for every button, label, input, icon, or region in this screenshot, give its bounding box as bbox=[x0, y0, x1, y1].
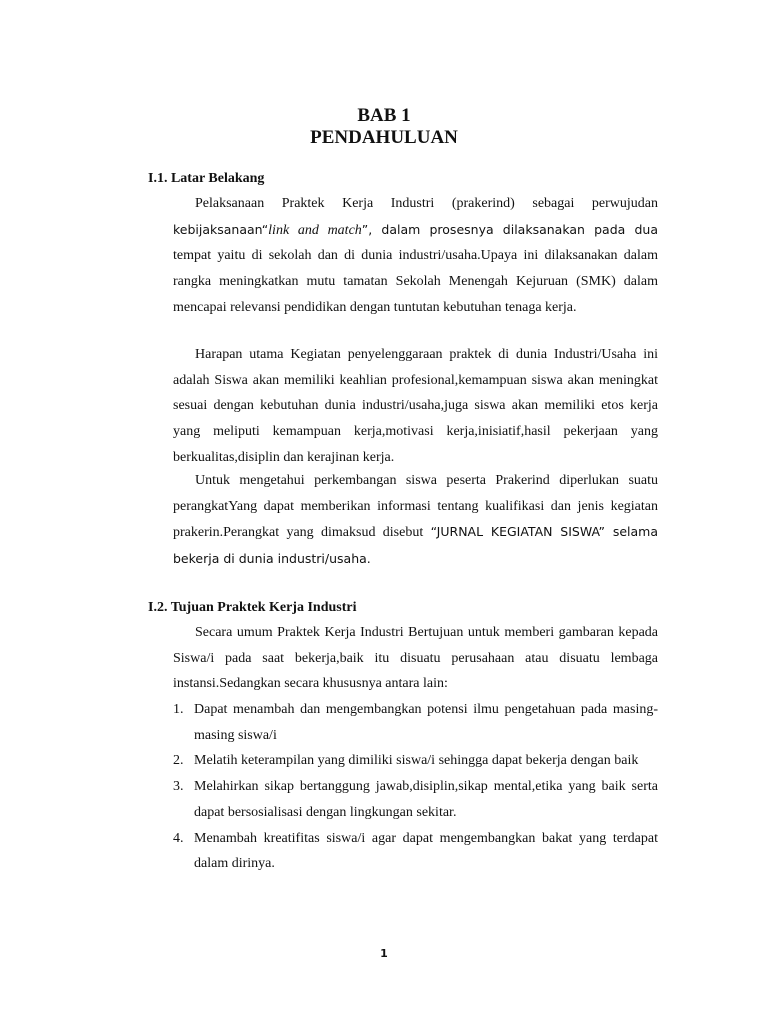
list-item-text: Melahirkan sikap bertanggung jawab,disiplin,sikap mental,etika yang baik serta dapat bersosialisasi dengan lingkungan sekitar. bbox=[194, 779, 658, 820]
page-number: 1 bbox=[380, 947, 388, 960]
objectives-list bbox=[173, 697, 658, 877]
list-item-text: Melatih keterampilan yang dimiliki siswa/i sehingga dapat bekerja dengan baik bbox=[194, 753, 639, 769]
list-item bbox=[173, 748, 658, 774]
paragraph-latar-belakang-3 bbox=[173, 468, 658, 573]
list-number: 3. bbox=[173, 779, 184, 795]
paragraph-text: Untuk mengetahui perkembangan siswa peserta Prakerind diperlukan suatu perangkatYang dapat memberikan informasi tentang kualifikasi dan jenis kegiatan prakerin.Perangkat yang dimaksud disebut bbox=[173, 473, 658, 541]
list-item bbox=[173, 826, 658, 877]
section-heading-latar-belakang: I.1. Latar Belakang bbox=[148, 171, 265, 186]
paragraph-text: Harapan utama Kegiatan penyelenggaraan praktek di dunia Industri/Usaha ini adalah Siswa akan memiliki keahlian profesional,kemampuan siswa akan meningkat sesuai dengan kebutuhan dunia industri/usaha,juga siswa akan memiliki etos kerja yang meliputi kemampuan kerja,motivasi kerja,inisiatif,hasil pekerjaan yang berkualitas,disiplin dan kerajinan kerja. bbox=[173, 347, 658, 465]
list-item bbox=[173, 774, 658, 825]
paragraph-text: Secara umum Praktek Kerja Industri Bertujuan untuk memberi gambaran kepada Siswa/i pada saat bekerja,baik itu disuatu perusahaan atau disuatu lembaga instansi.Sedangkan secara khususnya antara lain: bbox=[173, 625, 658, 692]
paragraph-text: tempat yaitu di sekolah dan di dunia industri/usaha.Upaya ini dilaksanakan dalam rangka meningkatkan mutu tamatan Sekolah Menengah Kejuruan (SMK) dalam mencapai relevansi pendidikan dengan tuntutan kebutuhan tenaga kerja. bbox=[173, 248, 658, 315]
paragraph-text: “JURNAL KEGIATAN SISWA” selama bekerja di dunia industri/usaha. bbox=[173, 524, 659, 567]
list-item-text: Dapat menambah dan mengembangkan potensi ilmu pengetahuan pada masing-masing siswa/i bbox=[194, 702, 658, 743]
list-number: 1. bbox=[173, 702, 184, 717]
list-item bbox=[173, 697, 658, 748]
list-item-text: Menambah kreatifitas siswa/i agar dapat mengembangkan bakat yang terdapat dalam dirinya. bbox=[194, 830, 658, 872]
paragraph-text: kebijaksanaan“ bbox=[173, 221, 269, 237]
section-heading-tujuan: I.2. Tujuan Praktek Kerja Industri bbox=[148, 600, 357, 615]
paragraph-latar-belakang-1 bbox=[173, 191, 658, 321]
paragraph-tujuan-1 bbox=[173, 620, 658, 697]
emphasis-text: link and match bbox=[268, 222, 362, 238]
list-number: 4. bbox=[173, 830, 184, 846]
paragraph-text: Pelaksanaan Praktek Kerja Industri (prakerind) sebagai perwujudan bbox=[195, 196, 658, 211]
paragraph-text: ”, dalam prosesnya dilaksanakan pada dua bbox=[361, 221, 658, 237]
list-number: 2. bbox=[173, 753, 184, 769]
chapter-number: BAB 1 bbox=[357, 105, 411, 126]
paragraph-latar-belakang-2 bbox=[173, 342, 658, 471]
chapter-title: PENDAHULUAN bbox=[310, 127, 458, 148]
